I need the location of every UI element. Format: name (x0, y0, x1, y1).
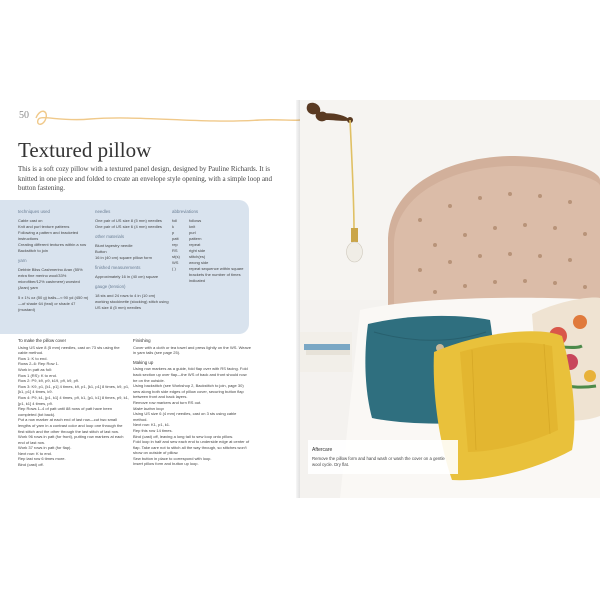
page-number: 50 (19, 110, 29, 121)
instruction-line: Row 3: K9, p1, [k1, p1] 4 times, k9, p1, [k1, p1] 8 times, k9, p1, [k1, p1] 4 times, k9. (18, 383, 130, 395)
bulb-socket (351, 228, 358, 242)
instruction-line: Bind (cast) off. (18, 462, 44, 468)
needles-column (95, 209, 170, 311)
page-title: Textured pillow (18, 138, 152, 162)
gauge-item: 18 sts and 24 rows to 4 in (10 cm) working stockinette (stocking) stitch using US size 8 (5 mm) needles (95, 293, 169, 310)
other-materials-heading: other materials (95, 234, 125, 239)
button-loop-heading: Make button loop (133, 405, 164, 411)
technique-item: Creating different textures within a row (18, 242, 87, 247)
aftercare-text: Remove the pillow form and hand wash or wash the cover on a gentle wool cycle. Dry flat. (312, 456, 445, 467)
instructions-left-column (18, 338, 130, 468)
instruction-line: Using US size 6 (4 mm) needles, cast on 3 sts using cable method. (133, 411, 237, 422)
instruction-line: Row 1: K to end. (18, 355, 48, 361)
abbreviations-column (172, 209, 247, 284)
left-page (0, 100, 300, 498)
instruction-line: Using US size 8 (5 mm) needles, cast on 73 sts using the cable method. (18, 344, 120, 356)
needles-heading: needles (95, 209, 111, 214)
light-bulb (347, 242, 363, 262)
instruction-line: Put a row marker at each end of last row—cut two small lengths of yarn in a contrast color and loop one through the first stitch and the other through the last stitch of last row. (18, 417, 123, 434)
abbreviation-row: k knit (172, 224, 196, 229)
abbreviation-row: rep repeat (172, 242, 201, 247)
instructions-right-column (133, 338, 251, 467)
gauge-heading: gauge (tension) (95, 284, 126, 289)
make-cover-heading: To make the pillow cover (18, 338, 67, 343)
techniques-heading: techniques used (18, 209, 50, 214)
instruction-line: Fold loop in half and sew each end to underside edge at center of flap. Take care not to stitch all the way through, so stitches won't show on outside of pillow. (133, 439, 250, 456)
material-item: 16 in (40 cm) square pillow form (95, 255, 152, 260)
instruction-line: Rep last row 6 times more. (18, 456, 66, 462)
aftercare-heading: Aftercare (312, 447, 333, 453)
book-spread (0, 100, 600, 498)
abbreviation-row: st(s) stitch(es) (172, 254, 206, 259)
instruction-line: Work 96 rows in patt (for front), putting row markers at each end of last row. (18, 434, 124, 445)
instruction-line: Remove row markers and turn RS out. (133, 399, 202, 405)
bedroom-scene (300, 100, 600, 498)
intro-paragraph: This is a soft cozy pillow with a textured panel design, designed by Pauline Richards. It is knitted in one piece and folded to create an envelope style opening, with a simple loop and button fastening. (18, 165, 273, 192)
materials-panel (0, 200, 249, 334)
technique-item: Following a pattern and bracketed instructions (18, 230, 79, 241)
yarn-heading: yarn (18, 258, 27, 263)
instruction-line: Bind (cast) off, leaving a long tail to sew loop onto pillow. (133, 433, 233, 439)
instruction-line: Work in patt as foll: (18, 366, 52, 372)
material-item: Button (95, 249, 107, 254)
needle-item: One pair of US size 8 (5 mm) needles (95, 218, 162, 223)
instruction-line: Work 37 rows in patt (for flap). (18, 445, 72, 451)
instruction-line: Next row: K1, p1, k1. (133, 422, 171, 428)
instruction-line: Rep Rows 1–4 of patt until 88 rows of patt have been completed (tot back). (18, 406, 113, 417)
instruction-line: Cover with a cloth or tea towel and press lightly on the WS. Weave in yarn tails (see page 25). (133, 344, 251, 356)
book (304, 344, 350, 350)
instruction-line: Using backstitch (see Workshop 2, Backstitch to join, page 30) sew along both side edges of pillow cover, securing button flap between front and back layers. (133, 383, 244, 400)
abbreviation-row: patt pattern (172, 236, 202, 241)
yarn-item: 5 x 1¾ oz (50 g) balls—≈ 90 yd (450 m) —of shade 64 (teal) or shade 47 (mustard) (18, 295, 89, 312)
finished-heading: finished measurements (95, 265, 141, 270)
technique-item: Knit and purl texture patterns (18, 224, 70, 229)
instruction-line: Row 4: P9, k1, [p1, k1] 4 times, p9, k1, [p1, k1] 8 times, p9, k1, [p1, k1] 4 times, p9. (18, 394, 129, 406)
yarn-line-decoration (0, 100, 300, 140)
material-item: Blunt tapestry needle (95, 243, 133, 248)
technique-item: Backstitch to join (18, 248, 49, 253)
instruction-line: Row 1 (RS): K to end. (18, 372, 57, 378)
finished-item: Approximately 16 in (40 cm) square (95, 274, 159, 279)
making-up-heading: Making up (133, 359, 154, 365)
instruction-line: Rep this row 14 times. (133, 427, 173, 433)
abbreviation-row: RS right side (172, 248, 206, 253)
techniques-column (18, 209, 90, 313)
needle-item: One pair of US size 6 (4 mm) needles (95, 224, 162, 229)
instruction-line: Insert pillow form and button up loop. (133, 461, 199, 467)
abbreviation-row: foll follows (172, 218, 202, 223)
instruction-line: Using row markers as a guide, fold flap over with RS facing. Fold back section up over flap—the WS of back and front should now be on the outside. (133, 366, 248, 383)
aftercare-note (312, 447, 447, 468)
yarn-item: Debbie Bliss Cashmerino Aran (55% extra fine merino wool/33% microfiber/12% cashmere) worsted (Aran) yarn (18, 267, 83, 290)
instruction-line: Next row: K to end. (18, 450, 53, 456)
instruction-line: Sew button in place to correspond with loop. (133, 455, 212, 461)
abbreviation-row: p purl (172, 230, 196, 235)
technique-item: Cable cast on (18, 218, 43, 223)
book (306, 350, 350, 355)
abbreviations-heading: abbreviations (172, 209, 199, 214)
abbreviation-row: WS wrong side (172, 260, 209, 265)
instruction-line: Row 2: P9, k9, p9, k19, p9, k9, p9. (18, 378, 80, 384)
pillow-photo (300, 100, 600, 498)
instruction-line: Rows 2–6: Rep Row 1. (18, 361, 59, 367)
finishing-heading: Finishing (133, 338, 151, 343)
abbreviation-row: ( ) repeat sequence within square brackets the number of times indicated (172, 266, 244, 283)
